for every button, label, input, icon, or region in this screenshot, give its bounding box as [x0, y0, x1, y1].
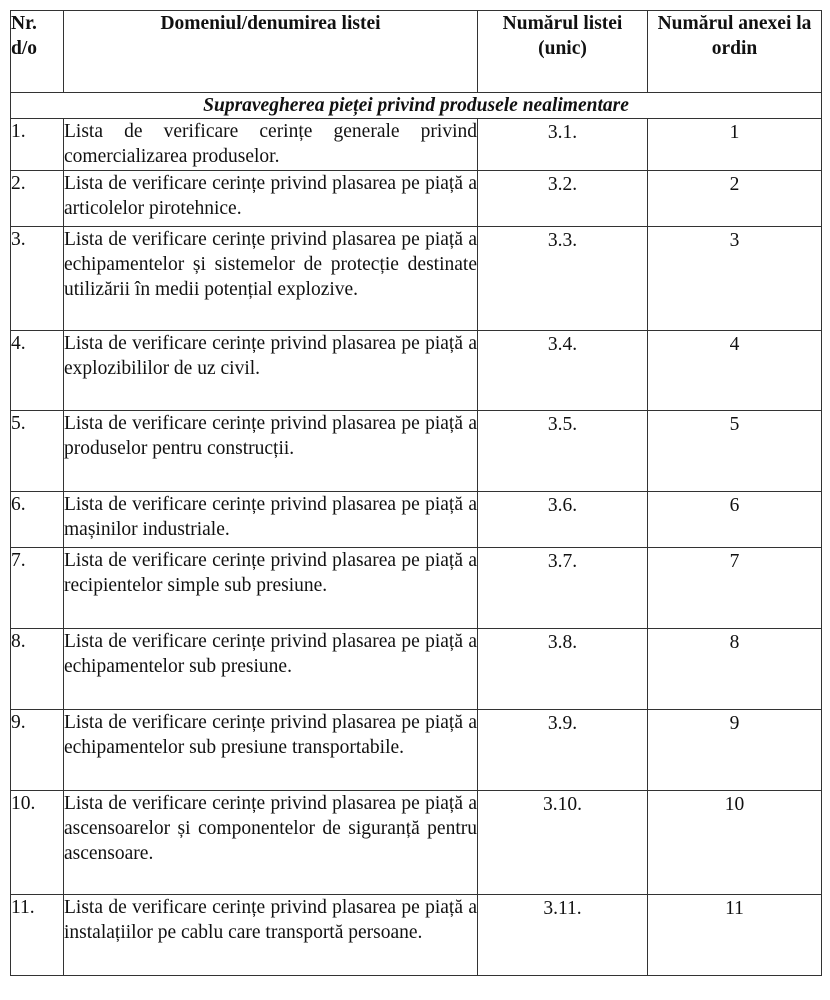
- row-list-code: [478, 710, 648, 791]
- row-number: 6.: [11, 492, 64, 548]
- row-annex-number-text: 6: [729, 495, 740, 516]
- row-annex-number: [648, 331, 822, 411]
- row-number: 8.: [11, 629, 64, 710]
- row-list-code: [478, 895, 648, 976]
- row-list-name: Lista de verificare cerințe privind plasarea pe piață a ascensoarelor și componentelor de siguranță pentru ascensoare.: [64, 791, 478, 895]
- row-list-code: [478, 119, 648, 171]
- table-header-row: [11, 11, 822, 93]
- row-list-code-text: 3.10.: [543, 794, 582, 815]
- header-nr-line1: Nr.: [11, 13, 37, 34]
- row-number: 11.: [11, 895, 64, 976]
- table-row: [11, 895, 822, 976]
- table-row: [11, 548, 822, 629]
- table-row: [11, 119, 822, 171]
- header-nr-line2: d/o: [11, 38, 38, 59]
- table-row: [11, 791, 822, 895]
- row-list-code-text: 3.9.: [547, 713, 578, 734]
- section-title: Supravegherea pieței privind produsele nealimentare: [11, 93, 822, 119]
- header-annex-number: Numărul anexei la ordin: [648, 11, 822, 93]
- row-list-code: [478, 411, 648, 492]
- row-list-name: Lista de verificare cerințe privind plasarea pe piață a produselor pentru construcții.: [64, 411, 478, 492]
- row-list-name: Lista de verificare cerințe privind plasarea pe piață a instalațiilor pe cablu care transportă persoane.: [64, 895, 478, 976]
- row-list-name: Lista de verificare cerințe privind plasarea pe piață a mașinilor industriale.: [64, 492, 478, 548]
- table-row: [11, 629, 822, 710]
- row-number: 5.: [11, 411, 64, 492]
- row-annex-number-text: 1: [729, 122, 740, 143]
- row-annex-number-text: 4: [729, 334, 740, 355]
- row-list-code-text: 3.5.: [547, 414, 578, 435]
- row-annex-number: [648, 492, 822, 548]
- row-number: 9.: [11, 710, 64, 791]
- row-annex-number: [648, 171, 822, 227]
- row-number: 10.: [11, 791, 64, 895]
- row-annex-number-text: 3: [729, 230, 740, 251]
- row-list-name: Lista de verificare cerințe privind plasarea pe piață a echipamentelor sub presiune.: [64, 629, 478, 710]
- row-list-code-text: 3.6.: [547, 495, 578, 516]
- row-list-code: [478, 171, 648, 227]
- row-annex-number-text: 8: [729, 632, 740, 653]
- row-list-code-text: 3.7.: [547, 551, 578, 572]
- header-nr: [11, 11, 64, 93]
- row-list-code: [478, 791, 648, 895]
- row-annex-number: [648, 629, 822, 710]
- row-list-code-text: 3.1.: [547, 122, 578, 143]
- row-list-code-text: 3.2.: [547, 174, 578, 195]
- table-row: [11, 227, 822, 331]
- row-annex-number: [648, 227, 822, 331]
- table-row: [11, 171, 822, 227]
- row-list-code: [478, 548, 648, 629]
- row-annex-number: [648, 791, 822, 895]
- row-annex-number: [648, 548, 822, 629]
- row-list-name: Lista de verificare cerințe privind plasarea pe piață a recipientelor simple sub presiune.: [64, 548, 478, 629]
- row-list-code: [478, 629, 648, 710]
- row-annex-number-text: 9: [729, 713, 740, 734]
- row-list-code-text: 3.4.: [547, 334, 578, 355]
- row-annex-number: [648, 710, 822, 791]
- row-annex-number-text: 2: [729, 174, 740, 195]
- header-list-number: Numărul listei (unic): [478, 11, 648, 93]
- header-domain: Domeniul/denumirea listei: [64, 11, 478, 93]
- row-annex-number-text: 10: [724, 794, 745, 815]
- row-annex-number: [648, 411, 822, 492]
- table-row: [11, 411, 822, 492]
- row-list-code: [478, 492, 648, 548]
- row-list-name: Lista de verificare cerințe privind plasarea pe piață a explozibililor de uz civil.: [64, 331, 478, 411]
- row-list-code-text: 3.8.: [547, 632, 578, 653]
- row-annex-number: [648, 895, 822, 976]
- row-list-name: Lista de verificare cerințe privind plasarea pe piață a echipamentelor sub presiune transportabile.: [64, 710, 478, 791]
- table-row: [11, 710, 822, 791]
- row-annex-number-text: 7: [729, 551, 740, 572]
- row-list-code: [478, 227, 648, 331]
- table-row: [11, 331, 822, 411]
- row-number: 7.: [11, 548, 64, 629]
- row-list-code-text: 3.3.: [547, 230, 578, 251]
- row-annex-number-text: 11: [725, 898, 744, 919]
- row-number: 3.: [11, 227, 64, 331]
- row-list-name: Lista de verificare cerințe privind plasarea pe piață a articolelor pirotehnice.: [64, 171, 478, 227]
- section-row: [11, 93, 822, 119]
- row-number: 2.: [11, 171, 64, 227]
- row-list-name: Lista de verificare cerințe generale privind comercializarea produselor.: [64, 119, 478, 171]
- row-annex-number-text: 5: [729, 414, 740, 435]
- row-list-name: Lista de verificare cerințe privind plasarea pe piață a echipamentelor și sistemelor de protecție destinate utilizării în medii potențial explozive.: [64, 227, 478, 331]
- row-list-code-text: 3.11.: [543, 898, 582, 919]
- table-row: [11, 492, 822, 548]
- checklist-table: [10, 10, 822, 976]
- row-list-code: [478, 331, 648, 411]
- row-annex-number: [648, 119, 822, 171]
- row-number: 4.: [11, 331, 64, 411]
- row-number: 1.: [11, 119, 64, 171]
